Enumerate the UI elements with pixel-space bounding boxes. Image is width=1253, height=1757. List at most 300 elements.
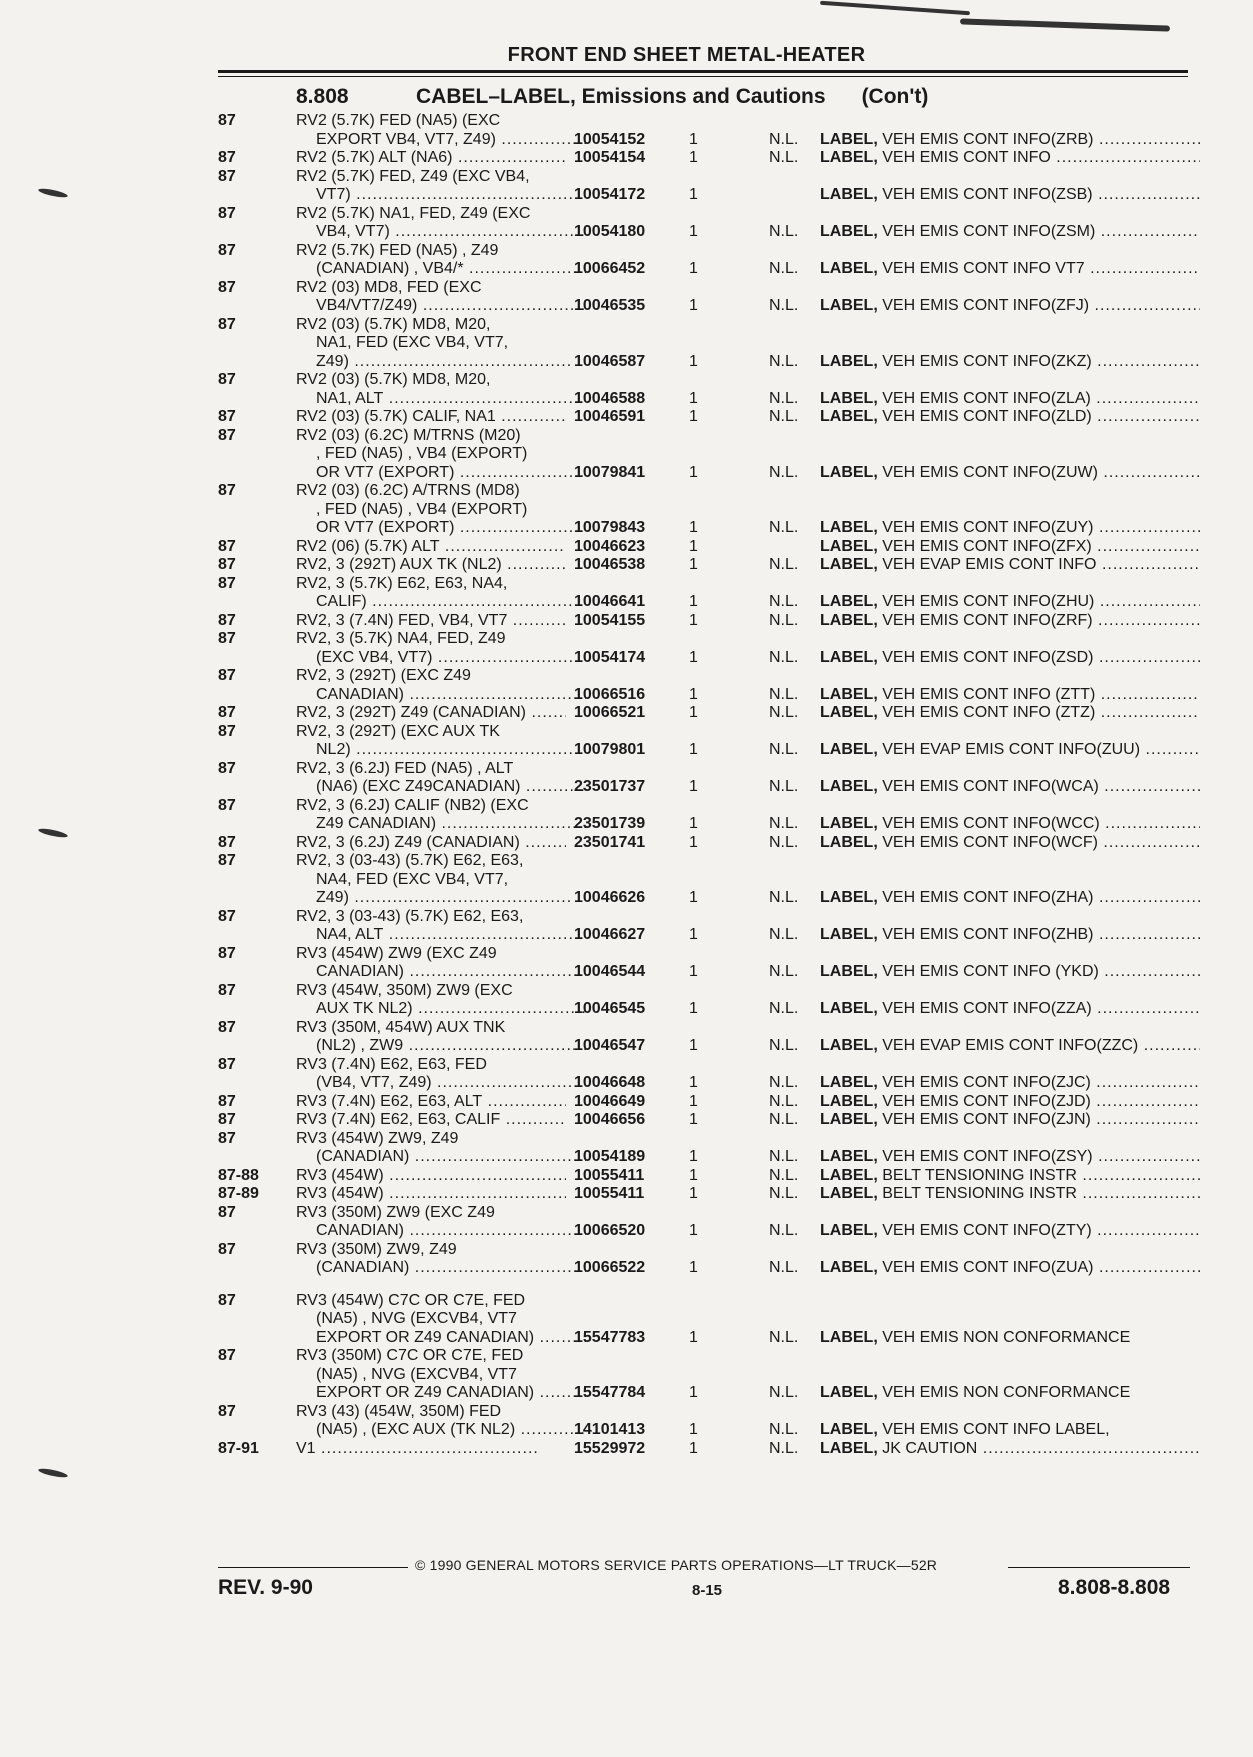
part-description: [820, 390, 1200, 409]
part-description: [820, 815, 1200, 834]
part-description: [820, 1185, 1200, 1204]
parts-list: [0, 112, 1253, 1458]
quantity: 1: [689, 833, 698, 851]
part-description: [820, 538, 1200, 557]
row-line: [296, 1310, 1016, 1329]
parts-row: [0, 1403, 1253, 1440]
quantity: 1: [689, 889, 698, 906]
part-label: LABEL,: [820, 963, 878, 980]
application-text: RV2, 3 (292T) (EXC AUX TK: [296, 722, 500, 740]
part-description-text: VEH EMIS CONT INFO(ZSD): [882, 648, 1094, 666]
part-description: [820, 408, 1200, 427]
application-text: Z49) .....: [296, 353, 586, 372]
part-description-text: VEH EMIS CONT INFO(WCC): [882, 815, 1100, 832]
parts-row: [0, 834, 1253, 853]
row-line: [296, 334, 1016, 353]
not-listed-flag: N.L.: [769, 1111, 799, 1128]
parts-row: [0, 1019, 1253, 1056]
quantity: 1: [689, 648, 698, 666]
application-text: VB4/VT7/Z49) .....: [296, 297, 586, 316]
model-year: 87-88: [218, 1166, 259, 1184]
application-text: (NA5) , (EXC AUX (TK NL2) .....: [296, 1421, 586, 1440]
parts-row: [0, 1056, 1253, 1093]
part-description: [820, 149, 1200, 168]
not-listed-flag: N.L.: [769, 611, 799, 629]
quantity: 1: [689, 1328, 698, 1346]
part-description-text: VEH EMIS CONT INFO (YKD): [882, 963, 1099, 980]
row-line: [296, 556, 1097, 575]
row-line: [296, 427, 1016, 446]
row-line: [296, 963, 1099, 982]
part-label: LABEL,: [820, 537, 878, 555]
part-number: 10054180: [574, 223, 646, 240]
model-year: 87: [218, 426, 236, 444]
part-number: 10046656: [574, 1111, 646, 1128]
parts-row: [0, 1111, 1253, 1130]
part-description: [820, 778, 1200, 797]
not-listed-flag: N.L.: [769, 463, 799, 481]
part-label: LABEL,: [820, 1185, 878, 1202]
application-text: (CANADIAN) .....: [296, 1148, 586, 1167]
quantity: 1: [689, 223, 698, 240]
quantity: 1: [689, 611, 698, 629]
part-number: 10046588: [574, 389, 646, 407]
model-year: 87: [218, 722, 236, 740]
parts-row: [0, 205, 1253, 242]
row-line: [296, 1347, 1016, 1366]
not-listed-flag: N.L.: [769, 685, 799, 703]
model-year: 87: [218, 537, 236, 555]
header-rule: [218, 70, 1188, 73]
application-text: RV3 (350M) ZW9, Z49: [296, 1240, 457, 1258]
parts-row: [0, 1347, 1253, 1403]
part-description-text: VEH EVAP EMIS CONT INFO(ZZC): [882, 1037, 1139, 1054]
row-line: [296, 1259, 1094, 1278]
part-description-text: VEH EMIS CONT INFO(ZHA): [882, 889, 1094, 906]
part-description: [820, 1074, 1200, 1093]
not-listed-flag: N.L.: [769, 963, 799, 980]
model-year: 87: [218, 1203, 236, 1221]
part-description: [820, 926, 1200, 945]
part-label: LABEL,: [820, 1074, 878, 1091]
part-description-text: VEH EMIS CONT INFO(ZUA): [882, 1259, 1094, 1276]
row-line: [296, 1000, 1092, 1019]
application-text: NA4, FED (EXC VB4, VT7,: [316, 870, 509, 888]
model-year: 87: [218, 278, 236, 296]
parts-row: [0, 1130, 1253, 1167]
model-year: 87-91: [218, 1439, 259, 1457]
part-number: 10046544: [574, 963, 646, 980]
row-line: [296, 575, 1016, 594]
parts-row: [0, 316, 1253, 372]
row-line: [296, 316, 1016, 335]
model-year: 87: [218, 482, 236, 499]
parts-row: [0, 1167, 1253, 1186]
part-description-text: VEH EMIS CONT INFO(ZRF): [882, 611, 1093, 629]
part-number: 15547784: [574, 1384, 646, 1401]
part-description-text: VEH EMIS CONT INFO: [882, 149, 1051, 166]
page-number: 8-15: [692, 1582, 723, 1599]
part-label: LABEL,: [820, 685, 878, 703]
not-listed-flag: N.L.: [769, 408, 799, 425]
part-number: 10046535: [574, 297, 646, 314]
not-listed-flag: N.L.: [769, 741, 799, 758]
not-listed-flag: N.L.: [769, 889, 799, 906]
not-listed-flag: N.L.: [769, 1000, 799, 1017]
row-line: [296, 1074, 1091, 1093]
model-year: 87: [218, 1129, 236, 1147]
application-text: RV2, 3 (5.7K) E62, E63, NA4,: [296, 574, 508, 592]
quantity: 1: [689, 537, 698, 555]
part-description: [820, 1037, 1200, 1056]
part-label: LABEL,: [820, 463, 878, 481]
model-year: 87: [218, 611, 236, 629]
part-description: [820, 353, 1200, 372]
row-line: [296, 1111, 1091, 1130]
row-line: [296, 982, 1016, 1001]
row-line: [296, 667, 1016, 686]
section-number: 8.808: [296, 85, 349, 108]
part-description-text: VEH EMIS CONT INFO(ZJC): [882, 1074, 1091, 1091]
quantity: 1: [689, 519, 698, 536]
row-line: [296, 630, 1016, 649]
part-description: [820, 1222, 1200, 1241]
quantity: 1: [689, 704, 698, 721]
application-text: (CANADIAN) .....: [296, 1259, 586, 1278]
application-text: (EXC VB4, VT7) .....: [296, 649, 586, 668]
part-number: 10066452: [574, 260, 646, 277]
part-description: [820, 1167, 1200, 1186]
not-listed-flag: N.L.: [769, 1384, 799, 1401]
application-text: (NA6) (EXC Z49CANADIAN) .....: [296, 778, 586, 797]
row-line: [296, 260, 1085, 279]
part-description: [820, 223, 1200, 242]
row-gap: [0, 1278, 1253, 1292]
row-line: [296, 242, 1016, 261]
scan-mark: [820, 1, 970, 15]
quantity: 1: [689, 1074, 698, 1091]
part-label: LABEL,: [820, 149, 878, 166]
model-year: 87: [218, 907, 236, 925]
application-text: RV2 (5.7K) NA1, FED, Z49 (EXC: [296, 204, 531, 222]
row-line: [296, 168, 1016, 187]
parts-row: [0, 1204, 1253, 1241]
part-description: [820, 1384, 1200, 1403]
application-text: EXPORT OR Z49 CANADIAN) .....: [296, 1384, 586, 1403]
part-number: 10046641: [574, 593, 646, 610]
not-listed-flag: N.L.: [769, 1185, 799, 1202]
part-number: 23501737: [574, 778, 646, 795]
application-text: NA1, FED (EXC VB4, VT7,: [316, 334, 509, 351]
part-label: LABEL,: [820, 1222, 878, 1239]
parts-row: [0, 538, 1253, 557]
parts-row: [0, 723, 1253, 760]
row-line: [296, 149, 1051, 168]
part-description: [820, 1440, 1200, 1459]
part-description-text: JK CAUTION: [882, 1439, 978, 1457]
part-description-text: VEH EMIS CONT INFO VT7: [882, 260, 1085, 277]
part-number: 10046623: [574, 537, 646, 555]
parts-row: [0, 1093, 1253, 1112]
application-text: RV2 (03) (6.2C) A/TRNS (MD8): [296, 482, 520, 499]
not-listed-flag: N.L.: [769, 1421, 799, 1438]
part-number: 10046591: [574, 408, 646, 425]
application-text: Z49) .....: [296, 889, 586, 908]
header-rule: [218, 76, 1188, 77]
part-number: 10079843: [574, 519, 646, 536]
application-text: RV2 (5.7K) FED, Z49 (EXC VB4,: [296, 167, 530, 185]
part-description-text: VEH EMIS NON CONFORMANCE: [882, 1384, 1131, 1401]
part-label: LABEL,: [820, 1328, 878, 1346]
footer-rule: [1008, 1567, 1190, 1568]
part-label: LABEL,: [820, 889, 878, 906]
part-label: LABEL,: [820, 223, 878, 240]
parts-row: [0, 797, 1253, 834]
row-line: [296, 833, 1098, 853]
parts-row: [0, 908, 1253, 945]
part-number: 23501741: [574, 833, 646, 851]
row-line: [296, 1440, 1016, 1459]
part-description-text: VEH EMIS CONT INFO (ZTT): [882, 685, 1096, 703]
application-text: RV2 (5.7K) FED (NA5) (EXC: [296, 112, 501, 129]
application-text: VT7) .....: [296, 186, 586, 205]
parts-row: [0, 760, 1253, 797]
parts-row: [0, 371, 1253, 408]
model-year: 87: [218, 112, 236, 129]
row-line: [296, 871, 1016, 890]
part-number: 10046547: [574, 1037, 646, 1054]
quantity: 1: [689, 297, 698, 314]
row-line: [296, 926, 1094, 945]
quantity: 1: [689, 1166, 698, 1184]
parts-row: [0, 630, 1253, 667]
row-line: [296, 205, 1016, 224]
quantity: 1: [689, 408, 698, 425]
part-number: 10054154: [574, 149, 646, 166]
not-listed-flag: N.L.: [769, 593, 799, 610]
application-text: RV3 (454W) .....: [296, 1167, 566, 1186]
quantity: 1: [689, 352, 698, 370]
part-number: 10054152: [574, 130, 646, 148]
model-year: 87: [218, 852, 236, 869]
part-label: LABEL,: [820, 352, 878, 370]
row-line: [296, 408, 1092, 427]
part-description-text: VEH EMIS CONT INFO(ZFX): [882, 537, 1092, 555]
row-line: [296, 297, 1090, 316]
part-description-text: VEH EMIS CONT INFO(ZSY): [882, 1148, 1093, 1165]
application-text: RV3 (454W) C7C OR C7E, FED: [296, 1291, 526, 1309]
part-description: [820, 834, 1200, 853]
application-text: RV2, 3 (03-43) (5.7K) E62, E63,: [296, 907, 524, 925]
row-line: [296, 760, 1016, 779]
application-text: RV2, 3 (6.2J) Z49 (CANADIAN) .....: [296, 834, 566, 853]
model-year: 87: [218, 204, 236, 222]
part-description-text: VEH EMIS CONT INFO(ZJD): [882, 1092, 1091, 1110]
application-text: RV2, 3 (5.7K) NA4, FED, Z49: [296, 630, 506, 647]
application-text: RV3 (454W) ZW9 (EXC Z49: [296, 944, 497, 962]
application-text: RV2 (03) (5.7K) MD8, M20,: [296, 315, 491, 333]
application-text: RV3 (350M, 454W) AUX TNK: [296, 1018, 506, 1036]
not-listed-flag: N.L.: [769, 556, 799, 573]
parts-row: [0, 149, 1253, 168]
part-description-text: VEH EMIS CONT INFO(ZRB): [882, 130, 1094, 148]
model-year: 87: [218, 1240, 236, 1258]
model-year: 87: [218, 1092, 236, 1110]
application-text: RV3 (7.4N) E62, E63, ALT .....: [296, 1093, 566, 1112]
parts-row: [0, 112, 1253, 149]
quantity: 1: [689, 1384, 698, 1401]
part-label: LABEL,: [820, 778, 878, 795]
not-listed-flag: N.L.: [769, 519, 799, 536]
part-label: LABEL,: [820, 1439, 878, 1457]
model-year: 87: [218, 667, 236, 684]
model-year: 87: [218, 408, 236, 425]
part-description: [820, 1000, 1200, 1019]
part-description-text: VEH EMIS CONT INFO(WCF): [882, 833, 1098, 851]
part-description: [820, 464, 1200, 483]
part-label: LABEL,: [820, 926, 878, 943]
model-year: 87: [218, 1291, 236, 1309]
part-label: LABEL,: [820, 1166, 878, 1184]
part-label: LABEL,: [820, 648, 878, 666]
application-text: RV2, 3 (7.4N) FED, VB4, VT7 .....: [296, 612, 566, 631]
application-text: NL2) .....: [296, 741, 586, 760]
row-line: [296, 1130, 1016, 1149]
not-listed-flag: N.L.: [769, 149, 799, 166]
application-text: RV2, 3 (6.2J) CALIF (NB2) (EXC: [296, 796, 529, 814]
not-listed-flag: N.L.: [769, 1166, 799, 1184]
part-number: 10079841: [574, 463, 646, 481]
part-label: LABEL,: [820, 1259, 878, 1276]
parts-row: [0, 556, 1253, 575]
part-description-text: VEH EVAP EMIS CONT INFO: [882, 556, 1097, 573]
not-listed-flag: N.L.: [769, 704, 799, 721]
row-line: [296, 1056, 1016, 1075]
row-line: [296, 723, 1016, 742]
application-text: , FED (NA5) , VB4 (EXPORT): [316, 445, 528, 462]
not-listed-flag: N.L.: [769, 1148, 799, 1165]
part-description: [820, 1093, 1200, 1112]
row-line: [296, 852, 1016, 871]
row-line: [296, 945, 1016, 964]
part-description: [820, 1148, 1200, 1167]
parts-row: [0, 1440, 1253, 1459]
application-text: RV2 (5.7K) ALT (NA6) .....: [296, 149, 566, 168]
application-text: RV2 (5.7K) FED (NA5) , Z49: [296, 241, 499, 259]
row-line: [296, 1403, 1016, 1422]
parts-row: [0, 667, 1253, 704]
not-listed-flag: N.L.: [769, 352, 799, 370]
part-description-text: VEH EMIS CONT INFO(WCA): [882, 778, 1099, 795]
application-text: V1 .....: [296, 1440, 566, 1459]
row-line: [296, 389, 1091, 409]
application-text: NA1, ALT .....: [296, 390, 586, 409]
part-number: 10055411: [574, 1185, 645, 1202]
row-line: [296, 537, 1092, 557]
row-line: [296, 685, 1096, 705]
row-line: [296, 1019, 1016, 1038]
part-description-text: VEH EMIS CONT INFO(ZLA): [882, 389, 1091, 407]
parts-row: [0, 168, 1253, 205]
part-description: [820, 556, 1200, 575]
model-year: 87: [218, 1111, 236, 1128]
quantity: 1: [689, 741, 698, 758]
quantity: 1: [689, 389, 698, 407]
row-line: [296, 593, 1095, 612]
model-year: 87: [218, 796, 236, 814]
application-text: RV3 (454W) .....: [296, 1185, 566, 1204]
copyright-line: © 1990 GENERAL MOTORS SERVICE PARTS OPERATIONS—LT TRUCK—52R: [415, 1557, 938, 1573]
application-text: RV2 (03) (5.7K) CALIF, NA1 .....: [296, 408, 566, 427]
part-label: LABEL,: [820, 1037, 878, 1054]
part-description: [820, 704, 1200, 723]
not-listed-flag: N.L.: [769, 1074, 799, 1091]
part-number: 10046538: [574, 556, 646, 573]
quantity: 1: [689, 593, 698, 610]
part-label: LABEL,: [820, 611, 878, 629]
part-number: 10046545: [574, 1000, 646, 1017]
row-line: [296, 797, 1016, 816]
not-listed-flag: N.L.: [769, 1439, 799, 1457]
quantity: 1: [689, 130, 698, 148]
quantity: 1: [689, 815, 698, 832]
parts-row: [0, 1292, 1253, 1348]
part-description: [820, 612, 1200, 631]
part-label: LABEL,: [820, 1421, 878, 1438]
model-year: 87: [218, 704, 236, 721]
quantity: 1: [689, 1439, 698, 1457]
scan-mark: [960, 18, 1170, 31]
not-listed-flag: N.L.: [769, 926, 799, 943]
part-label: LABEL,: [820, 556, 878, 573]
part-label: LABEL,: [820, 260, 878, 277]
model-year: 87: [218, 371, 236, 388]
part-description: [820, 297, 1200, 316]
quantity: 1: [689, 1421, 698, 1438]
application-text: CANADIAN) .....: [296, 1222, 586, 1241]
quantity: 1: [689, 186, 698, 203]
application-text: OR VT7 (EXPORT) .....: [296, 464, 586, 483]
row-line: [296, 1366, 1016, 1385]
part-description: [820, 686, 1200, 705]
application-text: RV2 (03) (5.7K) MD8, M20,: [296, 371, 491, 388]
row-line: [296, 371, 1016, 390]
row-line: [296, 1185, 1077, 1204]
application-text: RV2 (06) (5.7K) ALT .....: [296, 538, 566, 557]
part-description-text: VEH EMIS CONT INFO(ZHB): [882, 926, 1094, 943]
not-listed-flag: N.L.: [769, 1259, 799, 1276]
application-text: RV3 (350M) ZW9 (EXC Z49: [296, 1203, 495, 1221]
application-text: RV2 (03) MD8, FED (EXC: [296, 278, 482, 296]
quantity: 1: [689, 1222, 698, 1239]
row-line: [296, 1384, 1131, 1403]
application-text: (VB4, VT7, Z49) .....: [296, 1074, 586, 1093]
row-line: [296, 279, 1016, 298]
quantity: 1: [689, 1000, 698, 1017]
parts-row: [0, 575, 1253, 612]
part-label: LABEL,: [820, 1092, 878, 1110]
model-year: 87: [218, 556, 236, 573]
application-text: (CANADIAN) , VB4/* .....: [296, 260, 586, 279]
part-number: 14101413: [574, 1421, 646, 1438]
quantity: 1: [689, 1092, 698, 1110]
part-description: [820, 963, 1200, 982]
scan-mark: [38, 1467, 69, 1479]
parts-row: [0, 852, 1253, 908]
quantity: 1: [689, 926, 698, 943]
row-line: [296, 741, 1141, 760]
part-description-text: VEH EVAP EMIS CONT INFO(ZUU): [882, 741, 1141, 758]
